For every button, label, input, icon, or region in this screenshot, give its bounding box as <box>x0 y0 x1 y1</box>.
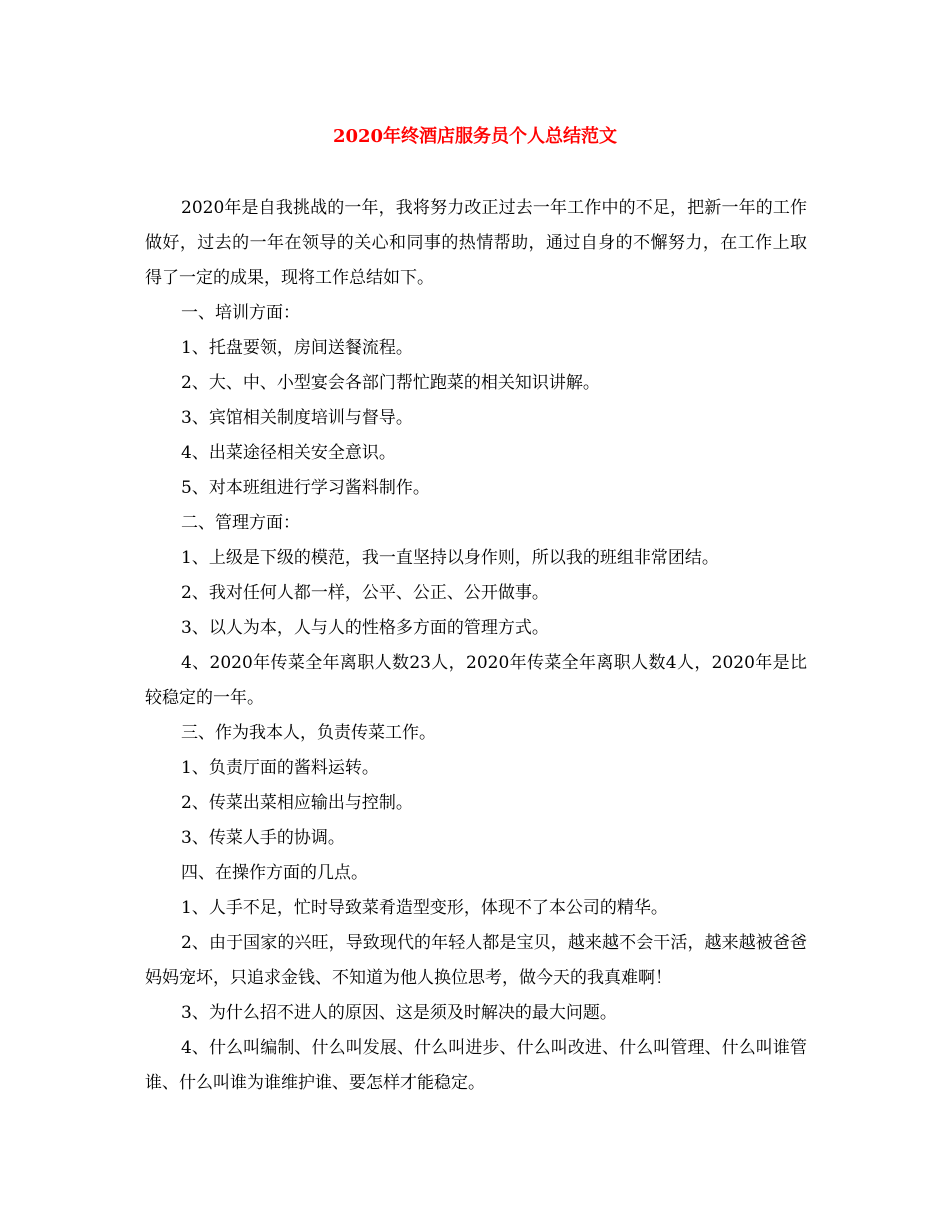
list-item: 3、宾馆相关制度培训与督导。 <box>181 408 413 428</box>
list-item: 4、2020年传菜全年离职人数23人，2020年传菜全年离职人数4人，2020年是比较稳定的一年。 <box>145 653 807 708</box>
list-item: 3、传菜人手的协调。 <box>181 828 345 848</box>
paragraph-intro: 2020年是自我挑战的一年，我将努力改正过去一年工作中的不足，把新一年的工作做好，过去的一年在领导的关心和同事的热情帮助，通过自身的不懈努力，在工作上取得了一定的成果，现将工作总结如下。 <box>145 198 807 288</box>
list-item: 2、大、中、小型宴会各部门帮忙跑菜的相关知识讲解。 <box>181 373 600 393</box>
list-item: 2、我对任何人都一样，公平、公正、公开做事。 <box>181 583 549 603</box>
list-item: 2、由于国家的兴旺，导致现代的年轻人都是宝贝，越来越不会干活，越来越被爸爸妈妈宠坏，只追求金钱、不知道为他人换位思考，做今天的我真难啊！ <box>145 933 807 988</box>
list-item: 4、出菜途径相关安全意识。 <box>181 443 396 463</box>
list-item: 1、上级是下级的模范，我一直坚持以身作则，所以我的班组非常团结。 <box>181 548 719 568</box>
section-heading-management: 二、管理方面： <box>181 513 300 533</box>
list-item: 1、托盘要领，房间送餐流程。 <box>181 338 413 358</box>
list-item: 4、什么叫编制、什么叫发展、什么叫进步、什么叫改进、什么叫管理、什么叫谁管谁、什么叫谁为谁维护谁、要怎样才能稳定。 <box>145 1038 807 1093</box>
list-item: 1、人手不足，忙时导致菜肴造型变形，体现不了本公司的精华。 <box>181 898 668 918</box>
section-heading-training: 一、培训方面： <box>181 303 300 323</box>
list-item: 2、传菜出菜相应输出与控制。 <box>181 793 413 813</box>
list-item: 5、对本班组进行学习酱料制作。 <box>181 478 430 498</box>
section-heading-personal-duties: 三、作为我本人，负责传菜工作。 <box>181 723 436 743</box>
list-item: 3、为什么招不进人的原因、这是须及时解决的最大问题。 <box>181 1003 617 1023</box>
document-body <box>145 191 807 1101</box>
section-heading-operations: 四、在操作方面的几点。 <box>181 863 368 883</box>
list-item: 1、负责厅面的酱料运转。 <box>181 758 379 778</box>
document-title: 2020年终酒店服务员个人总结范文 <box>332 126 618 147</box>
list-item: 3、以人为本，人与人的性格多方面的管理方式。 <box>181 618 549 638</box>
